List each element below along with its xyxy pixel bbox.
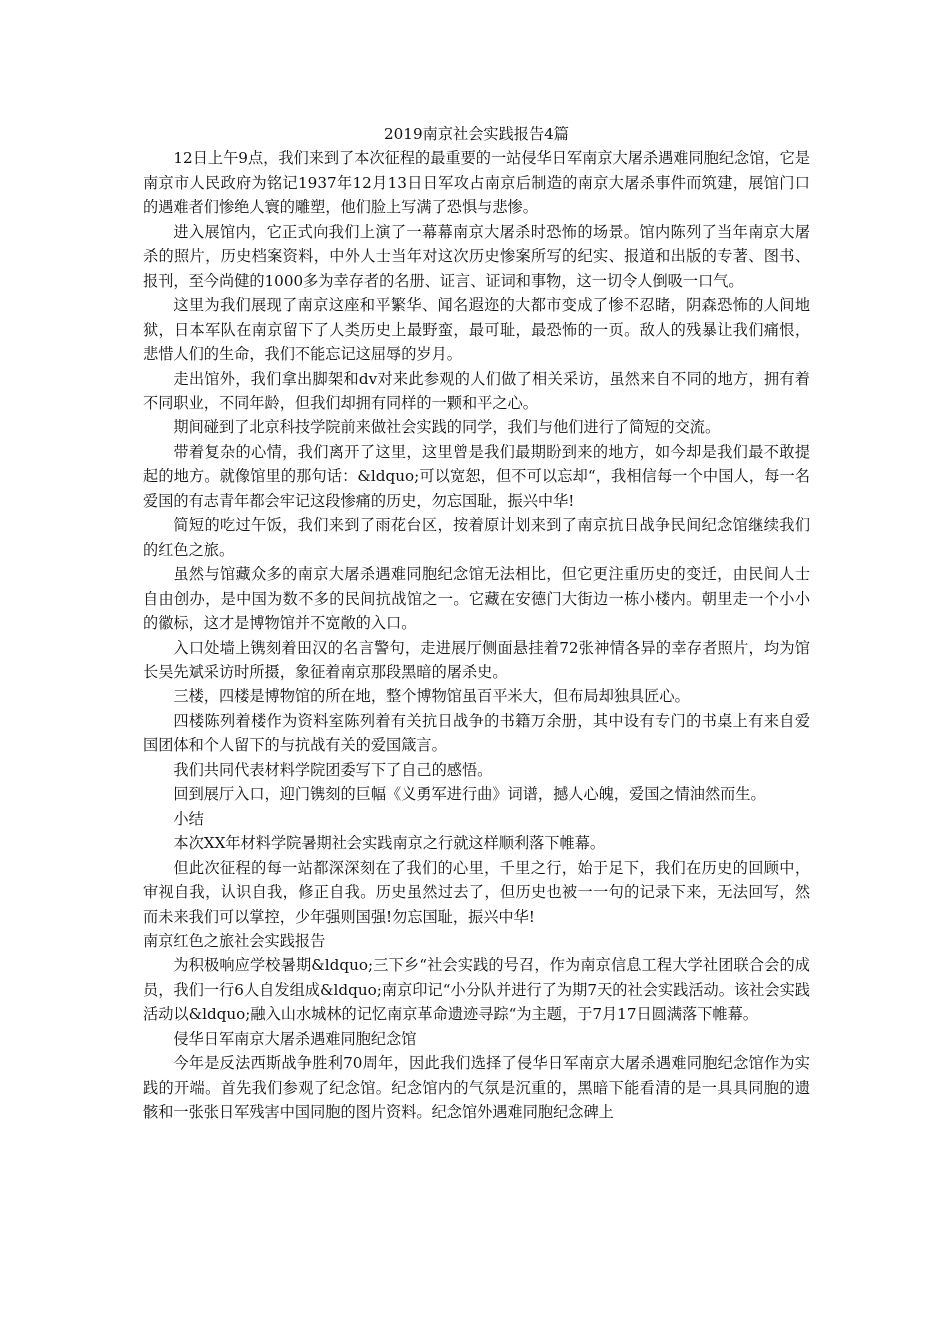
paragraph: 这里为我们展现了南京这座和平繁华、闻名遐迩的大都市变成了惨不忍睹，阴森恐怖的人间地狱，日本军队在南京留下了人类历史上最野蛮，最可耻，最恐怖的一页。敌人的残暴让我们痛恨，悲惜人们的生命，我们不能忘记这屈辱的岁月。 [143,296,810,364]
paragraph: 侵华日军南京大屠杀遇难同胞纪念馆 [173,1029,417,1048]
document-title: 2019南京社会实践报告4篇 [383,125,569,143]
paragraph: 今年是反法西斯战争胜利70周年，因此我们选择了侵华日军南京大屠杀遇难同胞纪念馆作为实践的开端。首先我们参观了纪念馆。纪念馆内的气氛是沉重的，黑暗下能看清的是一具具同胞的遗骸和一张张日军残害中国同胞的图片资料。纪念馆外遇难同胞纪念碑上 [143,1054,810,1122]
paragraph: 四楼陈列着楼作为资料室陈列着有关抗日战争的书籍万余册，其中设有专门的书桌上有来自爱国团体和个人留下的与抗战有关的爱国箴言。 [143,711,810,755]
paragraph: 进入展馆内，它正式向我们上演了一幕幕南京大屠杀时恐怖的场景。馆内陈列了当年南京大屠杀的照片，历史档案资料，中外人士当年对这次历史惨案所写的纪实、报道和出版的专著、图书、报刊，至今尚健的1000多为幸存者的名册、证言、证词和事物，这一切令人倒吸一口气。 [143,222,810,290]
paragraph: 12日上午9点，我们来到了本次征程的最重要的一站侵华日军南京大屠杀遇难同胞纪念馆，它是南京市人民政府为铭记1937年12月13日日军攻占南京后制造的南京大屠杀事件而筑建，展馆门口的遇难者们惨绝人寰的雕塑，他们脸上写满了恐惧与悲惨。 [143,149,810,217]
paragraph: 回到展厅入口，迎门镌刻的巨幅《义勇军进行曲》词谱，撼人心魄，爱国之情油然而生。 [173,785,766,804]
paragraph: 本次XX年材料学院暑期社会实践南京之行就这样顺利落下帷幕。 [173,834,606,853]
paragraph: 我们共同代表材料学院团委写下了自己的感悟。 [173,760,493,779]
paragraph: 虽然与馆藏众多的南京大屠杀遇难同胞纪念馆无法相比，但它更注重历史的变迁，由民间人士自由创办，是中国为数不多的民间抗战馆之一。它藏在安德门大街边一栋小楼内。朝里走一个小小的徽标，这才是博物馆并不宽敞的入口。 [143,565,810,633]
paragraph: 简短的吃过午饭，我们来到了雨花台区，按着原计划来到了南京抗日战争民间纪念馆继续我们的红色之旅。 [143,516,810,559]
paragraph: 带着复杂的心情，我们离开了这里，这里曾是我们最期盼到来的地方，如今却是我们最不敢提起的地方。就像馆里的那句话：&ldquo;可以宽恕，但不可以忘却“，我相信每一个中国人，每一名爱国的有志青年都会牢记这段惨痛的历史，勿忘国耻，振兴中华! [143,442,810,510]
paragraph: 期间碰到了北京科技学院前来做社会实践的同学，我们与他们进行了简短的交流。 [173,418,721,437]
paragraph: 走出馆外，我们拿出脚架和dv对来此参观的人们做了相关采访，虽然来自不同的地方，拥有着不同职业，不同年龄，但我们却拥有同样的一颗和平之心。 [143,369,810,412]
paragraph: 但此次征程的每一站都深深刻在了我们的心里，千里之行，始于足下，我们在历史的回顾中，审视自我，认识自我，修正自我。历史虽然过去了，但历史也被一一句的记录下来，无法回写，然而未来我们可以掌控，少年强则国强!勿忘国耻，振兴中华! [143,858,810,926]
paragraph: 为积极响应学校暑期&ldquo;三下乡“社会实践的号召，作为南京信息工程大学社团联合会的成员，我们一行6人自发组成&ldquo;南京印记“小分队并进行了为期7天的社会实践活动。该社会实践活动以&ldquo;融入山水城林的记忆南京革命遗迹寻踪“为主题，于7月17日圆满落下帷幕。 [143,956,810,1024]
paragraph: 三楼，四楼是博物馆的所在地，整个博物馆虽百平米大，但布局却独具匠心。 [173,687,690,706]
paragraph: 南京红色之旅社会实践报告 [143,931,326,950]
paragraph-list [143,146,810,1124]
paragraph: 小结 [173,809,204,828]
paragraph: 入口处墙上镌刻着田汉的名言警句，走进展厅侧面悬挂着72张神情各异的幸存者照片，均为馆长吴先斌采访时所摄，象征着南京那段黑暗的屠杀史。 [143,638,810,681]
document-body [143,122,810,1125]
